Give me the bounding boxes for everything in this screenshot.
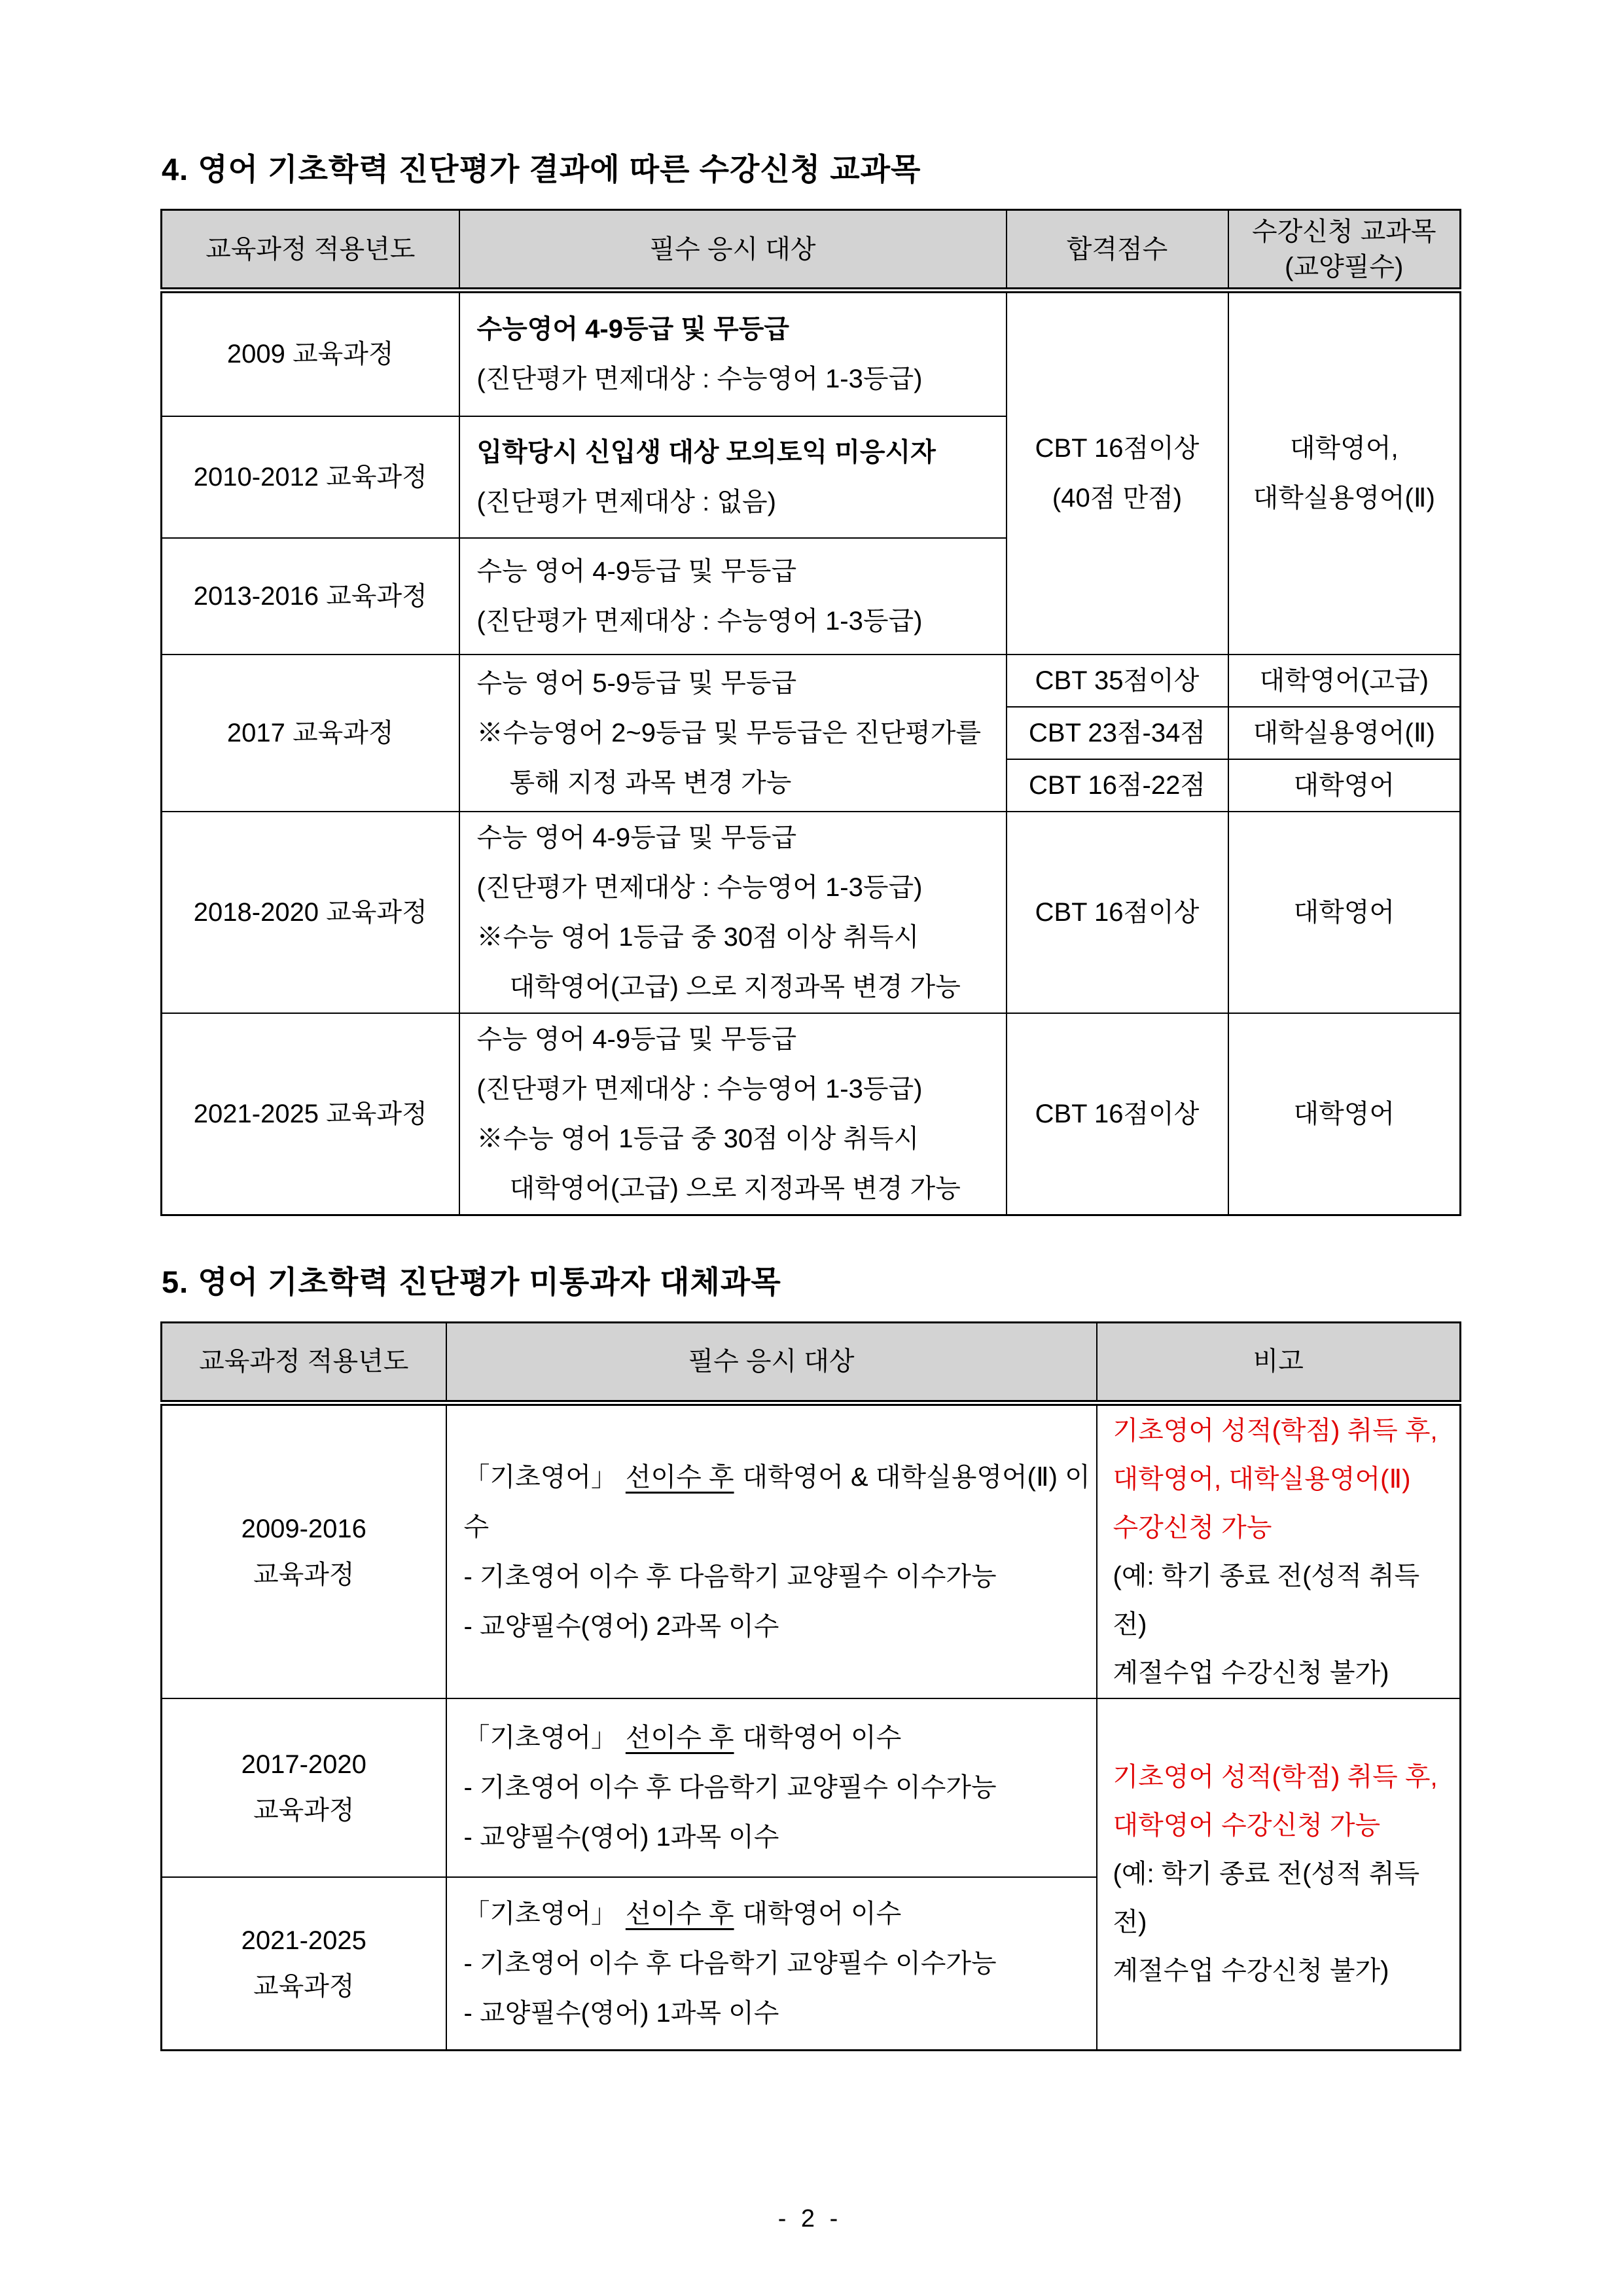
course-bracket-label: 「기초영어」 bbox=[463, 1462, 618, 1492]
note-red-line: 기초영어 성적(학점) 취득 후, bbox=[1113, 1763, 1438, 1792]
s4-2021-2025-score: CBT 16점이상 bbox=[1007, 1013, 1228, 1215]
section5-table bbox=[160, 1321, 1461, 2052]
page-number: - 2 - bbox=[777, 2205, 842, 2233]
s4-2017-score-3: CBT 16점-22점 bbox=[1007, 759, 1228, 812]
s5-header-row bbox=[162, 1322, 1461, 1403]
s4-row-2021-2025 bbox=[162, 1013, 1461, 1215]
target-line: 수능 영어 5-9등급 및 무등급 bbox=[476, 668, 797, 698]
s4-row-2010-2012-year: 2010-2012 교육과정 bbox=[162, 416, 459, 538]
score-line: CBT 16점이상 bbox=[1035, 434, 1200, 463]
s5-row-2009-2016-target bbox=[446, 1403, 1097, 1698]
note-red-line: 대학영어, 대학실용영어(Ⅱ) bbox=[1113, 1464, 1411, 1494]
underlined-text: 선이수 후 bbox=[625, 1899, 734, 1928]
target-line: (진단평가 면제대상 : 없음) bbox=[476, 487, 776, 516]
s4-2017-course-2: 대학실용영어(Ⅱ) bbox=[1228, 707, 1461, 759]
note-red-line: 수강신청 가능 bbox=[1113, 1513, 1272, 1542]
s5-merged-note bbox=[1097, 1698, 1461, 2051]
s4-2017-score-1: CBT 35점이상 bbox=[1007, 655, 1228, 707]
target-line-rest: 대학영어 & 대학실용영어(Ⅱ) 이수 bbox=[463, 1462, 1090, 1541]
year-line: 교육과정 bbox=[253, 1796, 355, 1825]
s4-row-2013-2016-year: 2013-2016 교육과정 bbox=[162, 538, 459, 655]
s5-header-year: 교육과정 적용년도 bbox=[162, 1322, 446, 1403]
target-line bbox=[464, 1713, 1096, 1763]
note-line: 계절수업 수강신청 불가) bbox=[1113, 1658, 1389, 1687]
s5-header-note: 비고 bbox=[1097, 1322, 1461, 1403]
section5-title: 5. 영어 기초학력 진단평가 미통과자 대체과목 bbox=[162, 1264, 781, 1299]
s5-row-2009-2016-note bbox=[1097, 1403, 1461, 1698]
target-line: (진단평가 면제대상 : 수능영어 1-3등급) bbox=[476, 365, 923, 394]
s5-header-target: 필수 응시 대상 bbox=[446, 1322, 1097, 1403]
target-line: (진단평가 면제대상 : 수능영어 1-3등급) bbox=[476, 1074, 923, 1103]
s4-row-2021-2025-target bbox=[459, 1013, 1007, 1215]
s4-row-2018-2020-target bbox=[459, 812, 1007, 1013]
target-line: 대학영어(고급) 으로 지정과목 변경 가능 bbox=[509, 1174, 961, 1203]
target-line: 수능 영어 4-9등급 및 무등급 bbox=[476, 823, 797, 852]
s5-row-2021-2025-year bbox=[162, 1877, 446, 2051]
year-line: 교육과정 bbox=[253, 1560, 355, 1589]
s4-2018-2020-course: 대학영어 bbox=[1228, 812, 1461, 1013]
score-line: (40점 만점) bbox=[1052, 484, 1183, 513]
target-line: - 기초영어 이수 후 다음학기 교양필수 이수가능 bbox=[463, 1773, 997, 1802]
note-red-line: 대학영어 수강신청 가능 bbox=[1113, 1811, 1381, 1840]
course-line: 대학영어, bbox=[1289, 434, 1399, 463]
s4-2017-course-3: 대학영어 bbox=[1228, 759, 1461, 812]
year-line: 2021-2025 bbox=[241, 1926, 366, 1955]
s4-row-2009-year: 2009 교육과정 bbox=[162, 291, 459, 416]
note-line: 계절수업 수강신청 불가) bbox=[1113, 1956, 1389, 1986]
document-page bbox=[160, 0, 1459, 2233]
s4-row-2017-target bbox=[459, 655, 1007, 812]
s4-row-2009-target bbox=[459, 291, 1007, 416]
s4-header-course-line2: (교양필수) bbox=[1285, 252, 1404, 281]
target-line-rest: 대학영어 이수 bbox=[742, 1723, 902, 1752]
target-line: 입학당시 신입생 대상 모의토익 미응시자 bbox=[476, 437, 936, 467]
s4-2017-score-2: CBT 23점-34점 bbox=[1007, 707, 1228, 759]
target-line bbox=[464, 1889, 1096, 1939]
s4-header-course-line1: 수강신청 교과목 bbox=[1251, 217, 1436, 246]
target-line: 수능 영어 4-9등급 및 무등급 bbox=[476, 556, 797, 586]
s4-header-course bbox=[1228, 210, 1461, 291]
s4-header-target: 필수 응시 대상 bbox=[459, 210, 1007, 291]
s4-row-2013-2016-target bbox=[459, 538, 1007, 655]
s4-merged-course-cell bbox=[1228, 291, 1461, 655]
s4-header-score: 합격점수 bbox=[1007, 210, 1228, 291]
target-line: 수능영어 4-9등급 및 무등급 bbox=[476, 315, 790, 344]
target-line: ※수능영어 2~9등급 및 무등급은 진단평가를 bbox=[476, 718, 982, 747]
target-line: (진단평가 면제대상 : 수능영어 1-3등급) bbox=[476, 872, 923, 902]
s4-row-2018-2020-year: 2018-2020 교육과정 bbox=[162, 812, 459, 1013]
s4-2021-2025-course: 대학영어 bbox=[1228, 1013, 1461, 1215]
note-red-line: 기초영어 성적(학점) 취득 후, bbox=[1113, 1416, 1438, 1445]
section4-table bbox=[160, 209, 1461, 1216]
year-line: 교육과정 bbox=[253, 1971, 355, 2001]
target-line: (진단평가 면제대상 : 수능영어 1-3등급) bbox=[476, 606, 923, 636]
note-line: (예: 학기 종료 전(성적 취득 전) bbox=[1113, 1859, 1420, 1937]
section4-title: 4. 영어 기초학력 진단평가 결과에 따른 수강신청 교과목 bbox=[162, 152, 921, 187]
target-line: 통해 지정 과목 변경 가능 bbox=[509, 768, 792, 797]
target-line: - 기초영어 이수 후 다음학기 교양필수 이수가능 bbox=[463, 1562, 997, 1591]
year-line: 2017-2020 bbox=[241, 1750, 366, 1779]
s4-header-year: 교육과정 적용년도 bbox=[162, 210, 459, 291]
target-line: ※수능 영어 1등급 중 30점 이상 취득시 bbox=[476, 922, 919, 952]
target-line: 대학영어(고급) 으로 지정과목 변경 가능 bbox=[509, 972, 961, 1001]
target-line bbox=[464, 1452, 1096, 1552]
note-line: (예: 학기 종료 전(성적 취득 전) bbox=[1113, 1561, 1420, 1639]
s5-row-2009-2016 bbox=[162, 1403, 1461, 1698]
s4-header-row bbox=[162, 210, 1461, 291]
target-line-rest: 대학영어 이수 bbox=[742, 1899, 902, 1928]
target-line: - 교양필수(영어) 1과목 이수 bbox=[463, 1998, 779, 2028]
target-line: - 교양필수(영어) 2과목 이수 bbox=[463, 1611, 779, 1641]
s4-row-2021-2025-year: 2021-2025 교육과정 bbox=[162, 1013, 459, 1215]
target-line: - 기초영어 이수 후 다음학기 교양필수 이수가능 bbox=[463, 1948, 997, 1978]
target-line: 수능 영어 4-9등급 및 무등급 bbox=[476, 1024, 797, 1054]
s4-row-2017 bbox=[162, 655, 1461, 707]
s4-row-2010-2012-target bbox=[459, 416, 1007, 538]
course-line: 대학실용영어(Ⅱ) bbox=[1253, 484, 1435, 513]
underlined-text: 선이수 후 bbox=[625, 1462, 734, 1492]
s4-row-2009 bbox=[162, 291, 1461, 416]
s5-row-2017-2020-target bbox=[446, 1698, 1097, 1877]
s5-row-2017-2020 bbox=[162, 1698, 1461, 1877]
s4-2018-2020-score: CBT 16점이상 bbox=[1007, 812, 1228, 1013]
course-bracket-label: 「기초영어」 bbox=[463, 1899, 618, 1928]
s5-row-2021-2025-target bbox=[446, 1877, 1097, 2051]
underlined-text: 선이수 후 bbox=[625, 1723, 734, 1752]
course-bracket-label: 「기초영어」 bbox=[463, 1723, 618, 1752]
target-line: ※수능 영어 1등급 중 30점 이상 취득시 bbox=[476, 1124, 919, 1153]
s5-row-2017-2020-year bbox=[162, 1698, 446, 1877]
s5-row-2009-2016-year bbox=[162, 1403, 446, 1698]
target-line: - 교양필수(영어) 1과목 이수 bbox=[463, 1823, 779, 1852]
s4-row-2018-2020 bbox=[162, 812, 1461, 1013]
s4-2017-course-1: 대학영어(고급) bbox=[1228, 655, 1461, 707]
s4-row-2017-year: 2017 교육과정 bbox=[162, 655, 459, 812]
s4-merged-score-cell bbox=[1007, 291, 1228, 655]
year-line: 2009-2016 bbox=[241, 1514, 366, 1543]
